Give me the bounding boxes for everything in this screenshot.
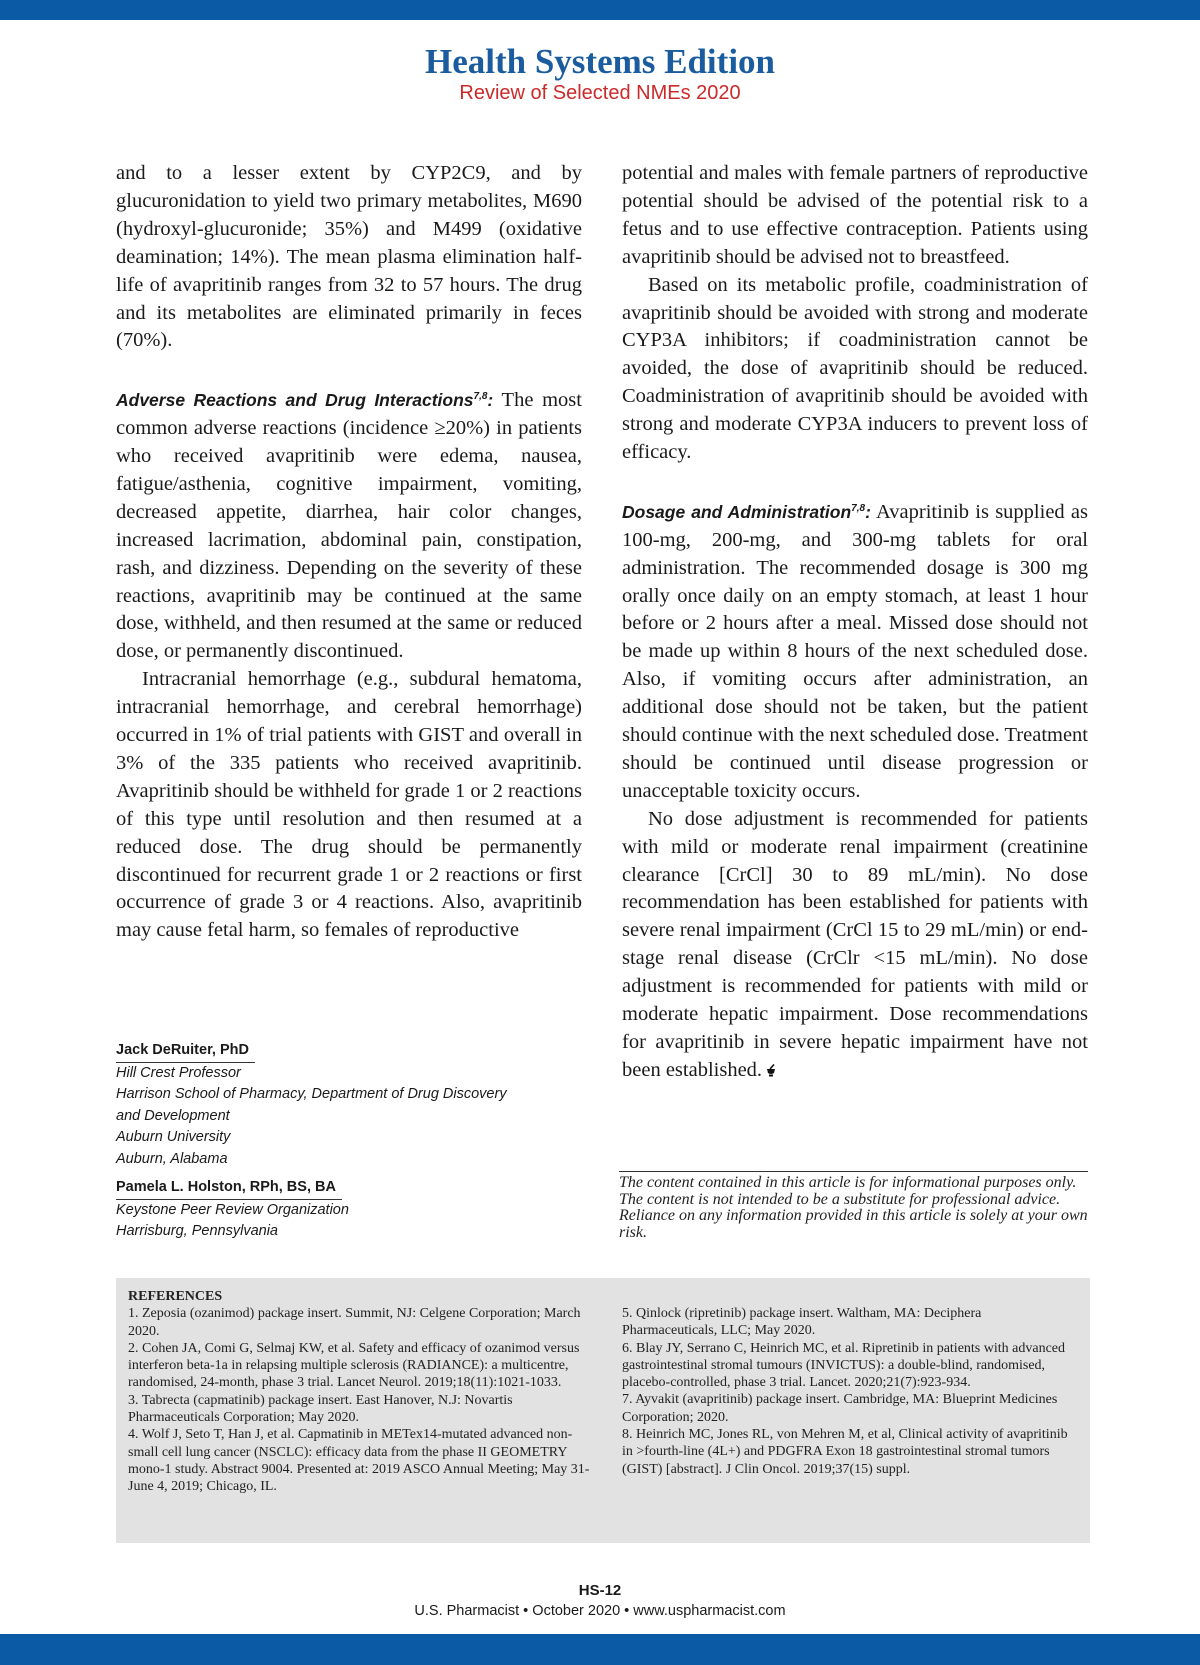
paragraph: Intracranial hemorrhage (e.g., subdural hematoma, intracranial hemorrhage, and cerebral hemorrhage) occurred in 1% of trial patients with GIST and overall in 3% of the 335 patients who received avapritinib. Avapritinib should be withheld for grade 1 or 2 reactions of this type until resolution and then resumed at a reduced dose. The drug should be permanently discontinued for recurrent grade 1 or 2 reactions or first occurrence of grade 3 or 4 reactions. Also, avapritinib may cause fetal harm, so females of reproductive	[116, 668, 582, 942]
reference-item: 6. Blay JY, Serrano C, Heinrich MC, et al. Ripretinib in patients with advanced gastrointestinal stromal tumours (INVICTUS): a double-blind, randomised, placebo-controlled, phase 3 trial. Lancet. 2020;21(7):923-934.	[622, 1340, 1065, 1391]
paragraph: potential and males with female partners of reproductive potential should be advised of the potential risk to a fetus and to use effective contraception. Patients using avapritinib should be advised not to breastfeed.	[622, 162, 1088, 268]
references-left-column	[128, 1288, 594, 1496]
footer-publication-line: U.S. Pharmacist • October 2020 • www.uspharmacist.com	[414, 1603, 786, 1619]
author-affiliation: Harrisburg, Pennsylvania	[116, 1223, 278, 1239]
reference-item: 5. Qinlock (ripretinib) package insert. Waltham, MA: Deciphera Pharmaceuticals, LLC; May 2020.	[622, 1306, 982, 1339]
section-heading-dosage: Dosage and Administration$^{7,8}$:	[622, 501, 871, 522]
reference-item: 4. Wolf J, Seto T, Han J, et al. Capmatinib in METex14-mutated advanced non-small cell lung cancer (NSCLC): efficacy data from the phase II GEOMETRY mono-1 study. Abstract 9004. Presented at: 2019 ASCO Annual Meeting; May 31-June 4, 2019; Chicago, IL.	[128, 1427, 590, 1495]
author-affiliation: Harrison School of Pharmacy, Department of Drug Discovery	[116, 1086, 507, 1102]
author-block-1	[116, 1040, 507, 1170]
top-color-band	[0, 0, 1200, 20]
bottom-color-band	[0, 1634, 1200, 1665]
references-box	[116, 1278, 1090, 1543]
reference-item: 2. Cohen JA, Comi G, Selmaj KW, et al. Safety and efficacy of ozanimod versus interferon beta-1a in relapsing multiple sclerosis (RADIANCE): a multicentre, randomised, 24-month, phase 3 trial. Lancet Neurol. 2019;18(11):1021-1033.	[128, 1340, 580, 1391]
page-number: HS-12	[578, 1582, 622, 1599]
reference-item: 8. Heinrich MC, Jones RL, von Mehren M, et al, Clinical activity of avapritinib in >fourth-line (4L+) and PDGFRA Exon 18 gastrointestinal stromal tumors (GIST) [abstract]. J Clin Oncol. 2019;37(15) suppl.	[622, 1427, 1068, 1477]
paragraph: No dose adjustment is recommended for patients with mild or moderate renal impairment (creatinine clearance [CrCl] 30 to 89 mL/min). No dose recommendation has been established for patients with severe renal impairment (CrCl 15 to 29 mL/min) or end-stage renal disease (CrClr <15 mL/min). No dose adjustment is recommended for patients with mild or moderate hepatic impairment. Dose recommendations for avapritinib in severe hepatic impairment have not been established.	[622, 807, 1088, 1081]
author-affiliation: Keystone Peer Review Organization	[116, 1201, 349, 1218]
reference-superscript: 7,8	[473, 391, 488, 403]
paragraph: and to a lesser extent by CYP2C9, and by glucuronidation to yield two primary metabolites, M690 (hydroxyl-glucuronide; 35%) and M499 (oxidative deamination; 14%). The mean plasma elimination half-life of avapritinib ranges from 32 to 57 hours. The drug and its metabolites are eliminated primarily in feces (70%).	[116, 162, 582, 352]
author-name: Pamela L. Holston, RPh, BS, BA	[116, 1177, 342, 1200]
paragraph-dosage: Dosage and Administration$^{7,8}$: Avapritinib is supplied as 100-mg, 200-mg, and 300-mg tablets for oral administration. The recommended dosage is 300 mg orally once daily on an empty stomach, at least 1 hour before or 2 hours after a meal. Missed dose should not be made up within 8 hours of the next scheduled dose. Also, if vomiting occurs after administration, an additional dose should not be taken, but the patient should continue with the next scheduled dose. Treatment should be continued until disease progression or unacceptable toxicity occurs.	[622, 500, 1088, 802]
references-heading: REFERENCES	[128, 1289, 223, 1304]
author-affiliation: and Development	[116, 1107, 230, 1124]
disclaimer: The content contained in this article is for informational purposes only. The content is not intended to be a substitute for professional advice. Reliance on any information provided in this article is solely at your own risk.	[619, 1171, 1088, 1241]
references-right-column	[622, 1305, 1080, 1478]
end-of-article-mortar-pestle-icon	[766, 1064, 776, 1077]
page-title: Health Systems Edition	[424, 42, 776, 81]
reference-item: 7. Ayvakit (avapritinib) package insert. Cambridge, MA: Blueprint Medicines Corporation; 2020.	[622, 1392, 1058, 1425]
reference-item: 1. Zeposia (ozanimod) package insert. Summit, NJ: Celgene Corporation; March 2020.	[128, 1306, 581, 1339]
paragraph: Based on its metabolic profile, coadministration of avapritinib should be avoided with strong and moderate CYP3A inhibitors; if coadministration cannot be avoided, the dose of avapritinib should be reduced. Coadministration of avapritinib should be avoided with strong and moderate CYP3A inducers to prevent loss of efficacy.	[622, 273, 1088, 464]
author-affiliation: Hill Crest Professor	[116, 1064, 241, 1081]
author-block-2	[116, 1177, 349, 1243]
page-subtitle: Review of Selected NMEs 2020	[459, 82, 741, 104]
reference-superscript: 7,8	[851, 502, 866, 514]
author-affiliation: Auburn University	[116, 1129, 231, 1145]
body-column-left	[116, 160, 582, 945]
body-column-right	[622, 160, 1088, 1085]
author-name: Jack DeRuiter, PhD	[116, 1040, 255, 1063]
section-heading-adverse-reactions: Adverse Reactions and Drug Interactions$^{7,8}$:	[116, 390, 494, 411]
paragraph-adverse-reactions: Adverse Reactions and Drug Interactions$^{7,8}$: The most common adverse reactions (incidence ≥20%) in patients who received avapritinib were edema, nausea, fatigue/asthenia, cognitive impairment, vomiting, decreased appetite, diarrhea, hair color changes, increased lacrimation, abdominal pain, constipation, rash, and dizziness. Depending on the severity of these reactions, avapritinib may be continued at the same dose, withheld, and then resumed at the same or reduced dose, or permanently discontinued.	[116, 389, 582, 663]
reference-item: 3. Tabrecta (capmatinib) package insert. East Hanover, N.J: Novartis Pharmaceuticals Corporation; May 2020.	[128, 1392, 513, 1426]
author-affiliation: Auburn, Alabama	[116, 1150, 228, 1167]
